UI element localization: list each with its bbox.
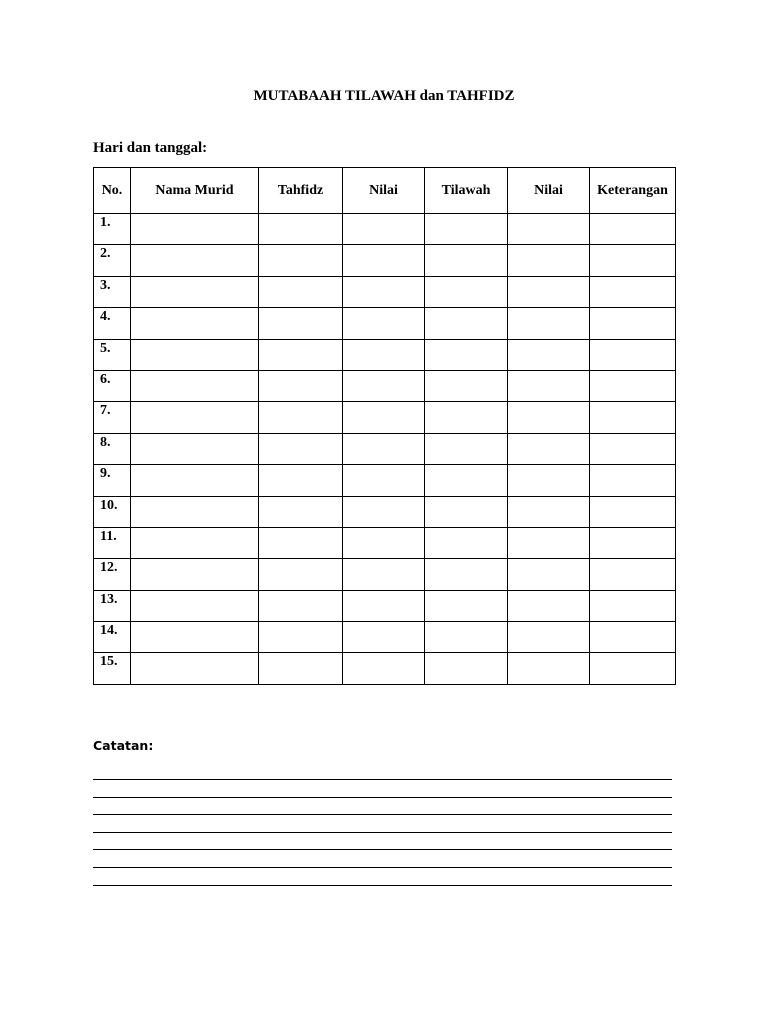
tilawah-score-cell[interactable] bbox=[508, 370, 590, 401]
row-number: 5. bbox=[94, 339, 131, 370]
tahfidz-score-cell[interactable] bbox=[343, 308, 425, 339]
tahfidz-cell[interactable] bbox=[259, 308, 343, 339]
header-tilawah-score: Nilai bbox=[508, 168, 590, 214]
note-line[interactable] bbox=[93, 797, 672, 798]
remarks-cell[interactable] bbox=[590, 527, 676, 558]
header-no: No. bbox=[94, 168, 131, 214]
remarks-cell[interactable] bbox=[590, 402, 676, 433]
tilawah-score-cell[interactable] bbox=[508, 245, 590, 276]
remarks-cell[interactable] bbox=[590, 653, 676, 684]
tahfidz-score-cell[interactable] bbox=[343, 496, 425, 527]
notes-label: Catatan: bbox=[93, 738, 154, 753]
row-number: 1. bbox=[94, 214, 131, 245]
student-name-cell[interactable] bbox=[131, 496, 259, 527]
table-header-row bbox=[94, 168, 676, 214]
tilawah-cell[interactable] bbox=[425, 527, 508, 558]
tahfidz-score-cell[interactable] bbox=[343, 433, 425, 464]
tahfidz-cell[interactable] bbox=[259, 527, 343, 558]
tilawah-cell[interactable] bbox=[425, 465, 508, 496]
note-line[interactable] bbox=[93, 832, 672, 833]
tahfidz-cell[interactable] bbox=[259, 214, 343, 245]
student-name-cell[interactable] bbox=[131, 653, 259, 684]
tilawah-cell[interactable] bbox=[425, 622, 508, 653]
student-name-cell[interactable] bbox=[131, 433, 259, 464]
remarks-cell[interactable] bbox=[590, 245, 676, 276]
tilawah-cell[interactable] bbox=[425, 496, 508, 527]
tahfidz-score-cell[interactable] bbox=[343, 214, 425, 245]
remarks-cell[interactable] bbox=[590, 590, 676, 621]
tilawah-cell[interactable] bbox=[425, 402, 508, 433]
tahfidz-cell[interactable] bbox=[259, 653, 343, 684]
tilawah-cell[interactable] bbox=[425, 339, 508, 370]
row-number: 8. bbox=[94, 433, 131, 464]
table-row bbox=[94, 339, 676, 370]
table-row bbox=[94, 308, 676, 339]
remarks-cell[interactable] bbox=[590, 465, 676, 496]
recitation-table bbox=[93, 167, 676, 685]
row-number: 12. bbox=[94, 559, 131, 590]
tahfidz-score-cell[interactable] bbox=[343, 653, 425, 684]
student-name-cell[interactable] bbox=[131, 465, 259, 496]
remarks-cell[interactable] bbox=[590, 276, 676, 307]
remarks-cell[interactable] bbox=[590, 339, 676, 370]
tilawah-score-cell[interactable] bbox=[508, 214, 590, 245]
tahfidz-score-cell[interactable] bbox=[343, 339, 425, 370]
tilawah-score-cell[interactable] bbox=[508, 339, 590, 370]
document-title: MUTABAAH TILAWAH dan TAHFIDZ bbox=[253, 88, 515, 104]
remarks-cell[interactable] bbox=[590, 308, 676, 339]
tahfidz-cell[interactable] bbox=[259, 559, 343, 590]
row-number: 7. bbox=[94, 402, 131, 433]
row-number: 14. bbox=[94, 622, 131, 653]
tahfidz-score-cell[interactable] bbox=[343, 527, 425, 558]
tilawah-score-cell[interactable] bbox=[508, 433, 590, 464]
tahfidz-cell[interactable] bbox=[259, 622, 343, 653]
remarks-cell[interactable] bbox=[590, 559, 676, 590]
tahfidz-cell[interactable] bbox=[259, 245, 343, 276]
header-tahfidz: Tahfidz bbox=[259, 168, 343, 214]
table-row bbox=[94, 245, 676, 276]
row-number: 10. bbox=[94, 496, 131, 527]
tilawah-score-cell[interactable] bbox=[508, 559, 590, 590]
remarks-cell[interactable] bbox=[590, 433, 676, 464]
tahfidz-cell[interactable] bbox=[259, 339, 343, 370]
tahfidz-score-cell[interactable] bbox=[343, 402, 425, 433]
student-name-cell[interactable] bbox=[131, 339, 259, 370]
tilawah-score-cell[interactable] bbox=[508, 622, 590, 653]
tilawah-score-cell[interactable] bbox=[508, 496, 590, 527]
header-tahfidz-score: Nilai bbox=[343, 168, 425, 214]
remarks-cell[interactable] bbox=[590, 370, 676, 401]
tilawah-cell[interactable] bbox=[425, 370, 508, 401]
table-row bbox=[94, 402, 676, 433]
tahfidz-cell[interactable] bbox=[259, 433, 343, 464]
tahfidz-cell[interactable] bbox=[259, 402, 343, 433]
tilawah-score-cell[interactable] bbox=[508, 402, 590, 433]
student-name-cell[interactable] bbox=[131, 590, 259, 621]
tahfidz-score-cell[interactable] bbox=[343, 622, 425, 653]
tahfidz-score-cell[interactable] bbox=[343, 590, 425, 621]
tilawah-score-cell[interactable] bbox=[508, 276, 590, 307]
student-name-cell[interactable] bbox=[131, 370, 259, 401]
table-row bbox=[94, 465, 676, 496]
row-number: 13. bbox=[94, 590, 131, 621]
table-row bbox=[94, 622, 676, 653]
remarks-cell[interactable] bbox=[590, 622, 676, 653]
tilawah-cell[interactable] bbox=[425, 276, 508, 307]
tilawah-cell[interactable] bbox=[425, 590, 508, 621]
table-row bbox=[94, 559, 676, 590]
header-student-name: Nama Murid bbox=[131, 168, 259, 214]
student-name-cell[interactable] bbox=[131, 214, 259, 245]
note-line[interactable] bbox=[93, 867, 672, 868]
table-row bbox=[94, 276, 676, 307]
student-name-cell[interactable] bbox=[131, 308, 259, 339]
row-number: 11. bbox=[94, 527, 131, 558]
tahfidz-cell[interactable] bbox=[259, 276, 343, 307]
row-number: 9. bbox=[94, 465, 131, 496]
date-label: Hari dan tanggal: bbox=[93, 140, 208, 156]
student-name-cell[interactable] bbox=[131, 622, 259, 653]
table-row bbox=[94, 433, 676, 464]
table-row bbox=[94, 527, 676, 558]
note-line[interactable] bbox=[93, 779, 672, 780]
tilawah-score-cell[interactable] bbox=[508, 653, 590, 684]
tilawah-cell[interactable] bbox=[425, 308, 508, 339]
table-row bbox=[94, 653, 676, 684]
tahfidz-score-cell[interactable] bbox=[343, 245, 425, 276]
table-row bbox=[94, 370, 676, 401]
tilawah-cell[interactable] bbox=[425, 245, 508, 276]
student-name-cell[interactable] bbox=[131, 527, 259, 558]
row-number: 6. bbox=[94, 370, 131, 401]
tilawah-score-cell[interactable] bbox=[508, 465, 590, 496]
tahfidz-score-cell[interactable] bbox=[343, 370, 425, 401]
tilawah-cell[interactable] bbox=[425, 653, 508, 684]
remarks-cell[interactable] bbox=[590, 496, 676, 527]
student-name-cell[interactable] bbox=[131, 559, 259, 590]
table-row bbox=[94, 214, 676, 245]
table-row bbox=[94, 590, 676, 621]
row-number: 2. bbox=[94, 245, 131, 276]
tilawah-score-cell[interactable] bbox=[508, 527, 590, 558]
header-remarks: Keterangan bbox=[590, 168, 676, 214]
remarks-cell[interactable] bbox=[590, 214, 676, 245]
note-line[interactable] bbox=[93, 814, 672, 815]
row-number: 4. bbox=[94, 308, 131, 339]
student-name-cell[interactable] bbox=[131, 245, 259, 276]
tahfidz-cell[interactable] bbox=[259, 465, 343, 496]
tahfidz-score-cell[interactable] bbox=[343, 465, 425, 496]
tilawah-cell[interactable] bbox=[425, 214, 508, 245]
student-name-cell[interactable] bbox=[131, 276, 259, 307]
tilawah-cell[interactable] bbox=[425, 433, 508, 464]
row-number: 3. bbox=[94, 276, 131, 307]
header-tilawah: Tilawah bbox=[425, 168, 508, 214]
tahfidz-cell[interactable] bbox=[259, 590, 343, 621]
note-line[interactable] bbox=[93, 849, 672, 850]
tilawah-cell[interactable] bbox=[425, 559, 508, 590]
tahfidz-score-cell[interactable] bbox=[343, 276, 425, 307]
row-number: 15. bbox=[94, 653, 131, 684]
tahfidz-cell[interactable] bbox=[259, 370, 343, 401]
tilawah-score-cell[interactable] bbox=[508, 308, 590, 339]
table-row bbox=[94, 496, 676, 527]
tahfidz-score-cell[interactable] bbox=[343, 559, 425, 590]
tilawah-score-cell[interactable] bbox=[508, 590, 590, 621]
student-name-cell[interactable] bbox=[131, 402, 259, 433]
note-line[interactable] bbox=[93, 885, 672, 886]
tahfidz-cell[interactable] bbox=[259, 496, 343, 527]
